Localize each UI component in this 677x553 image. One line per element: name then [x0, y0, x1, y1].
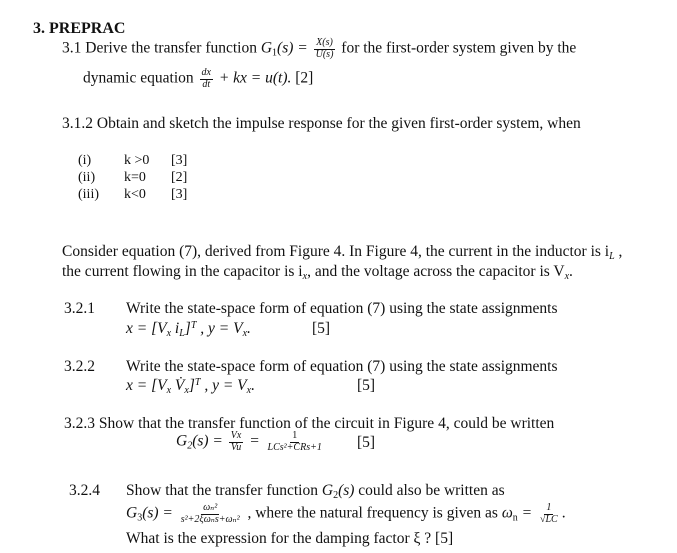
eq-part: ] [184, 320, 191, 337]
eq-sub: n [512, 512, 518, 524]
consider-sub-x1: x [302, 271, 308, 282]
frac-num: 1 [292, 430, 298, 441]
consider-text-1: Consider equation (7), derived from Figure 4. In Figure 4, the current in the inductor is i [62, 243, 610, 260]
eq-part: . [247, 320, 251, 337]
eq-part: , y = V [196, 320, 243, 337]
q321-number: 3.2.1 [64, 300, 95, 317]
eq-part: x = [V [126, 320, 167, 337]
eq-part: . [561, 504, 566, 522]
q31-deq-num: dx [201, 67, 211, 78]
eq-part: (s) = [142, 504, 173, 522]
q323-frac1 [229, 431, 244, 453]
consider-sub-L: L [609, 251, 615, 262]
case-cond: k >0 [124, 153, 150, 168]
frac-num: ωₙ² [203, 502, 218, 513]
eq-sub: 2 [187, 440, 193, 452]
frac-num: Vx [230, 430, 242, 441]
eq-sub: x [184, 385, 189, 396]
q31-prefix: 3.1 Derive the transfer function [62, 39, 261, 57]
q324-frac [179, 503, 242, 525]
eq-sub: 3 [137, 512, 143, 524]
q324-equation-line [126, 503, 566, 525]
q324-text [126, 482, 505, 501]
eq-sub: x [166, 385, 172, 396]
eq-part: = [249, 432, 260, 450]
q31-line2 [83, 68, 313, 90]
q324-question: What is the expression for the damping factor ξ ? [5] [126, 530, 454, 547]
q323-marks: [5] [357, 434, 376, 451]
eq-sub: L [179, 328, 185, 339]
case-marks: [3] [171, 153, 188, 168]
q31-line2-prefix: dynamic equation [83, 69, 194, 87]
case-marks: [2] [171, 170, 188, 185]
case-label: (iii) [78, 187, 99, 202]
consider-end-2: . [569, 263, 573, 280]
frac-den: √LC [539, 513, 558, 525]
q312-case [78, 186, 187, 203]
q31-suffix: for the first-order system given by the [341, 39, 577, 57]
q31-line2-eq: + kx = u(t). [218, 69, 292, 87]
eq-part: , y = V [200, 377, 247, 394]
consider-line1 [62, 243, 622, 262]
eq-part: (s) [338, 482, 355, 499]
q323-equation [176, 431, 326, 453]
consider-end-1: , [614, 243, 623, 260]
q31-frac-num: X(s) [316, 37, 333, 48]
text-part: Show that the transfer function [126, 482, 322, 499]
eq-part: i [171, 320, 180, 337]
consider-text-2a: the current flowing in the capacitor is i [62, 263, 303, 280]
q312-case [78, 169, 187, 186]
q31-fraction [314, 38, 336, 60]
q31-deq-fraction [200, 68, 213, 90]
eq-part: G [321, 482, 334, 499]
eq-part: G [126, 504, 138, 522]
case-marks: [3] [171, 187, 188, 202]
q322-marks: [5] [357, 377, 376, 394]
consider-text-2b: , and the voltage across the capacitor is V [307, 263, 565, 280]
eq-part: (s) = [192, 432, 223, 450]
q31-tf-sub: 1 [272, 47, 278, 59]
case-label: (ii) [78, 170, 96, 185]
frac-den: s²+2ξωₙs+ωₙ² [180, 513, 240, 525]
q321-equation [126, 320, 251, 339]
q31-tf-lhs: G [260, 39, 273, 57]
eq-part: V̇ [171, 377, 185, 394]
q321-text: Write the state-space form of equation (7) using the state assignments [126, 300, 558, 317]
eq-part: x = [V [126, 377, 167, 394]
q322-text: Write the state-space form of equation (7) using the state assignments [126, 358, 558, 375]
eq-sup: T [194, 377, 201, 388]
q31-tf-arg: (s) = [277, 39, 308, 57]
eq-sub: x [246, 385, 252, 396]
q31-marks: [2] [295, 69, 314, 87]
frac-den: Vu [230, 441, 242, 453]
eq-sub: x [166, 328, 172, 339]
case-cond: k<0 [124, 187, 146, 202]
q31-line1 [62, 38, 576, 60]
eq-part: . [251, 377, 255, 394]
q324-omega-frac [538, 503, 560, 525]
q312-case [78, 152, 187, 169]
case-label: (i) [78, 153, 92, 168]
eq-part: ] [188, 377, 195, 394]
q31-deq-den: dt [202, 78, 211, 90]
eq-sup: T [190, 320, 197, 331]
eq-part: = [517, 504, 533, 522]
eq-sub: 2 [333, 490, 339, 501]
section-title: 3. PREPRAC [33, 20, 126, 37]
consider-line2 [62, 263, 573, 282]
eq-part: ω [501, 504, 513, 522]
q312-cases [78, 152, 187, 203]
q323-frac2 [266, 431, 324, 453]
q324-number: 3.2.4 [69, 482, 100, 499]
eq-sub: x [242, 328, 248, 339]
text-part: could also be written as [354, 482, 505, 499]
eq-part: G [176, 432, 188, 450]
text-part: , where the natural frequency is given as [243, 504, 502, 522]
q321-marks: [5] [312, 320, 331, 337]
q323-text: 3.2.3 Show that the transfer function of the circuit in Figure 4, could be written [64, 415, 555, 432]
case-cond: k=0 [124, 170, 146, 185]
q312-text: 3.1.2 Obtain and sketch the impulse response for the given first-order system, when [62, 115, 581, 132]
consider-sub-x2: x [564, 271, 570, 282]
frac-num: 1 [546, 502, 552, 513]
q31-frac-den: U(s) [315, 48, 334, 60]
frac-den: LCs²+CRs+1 [267, 441, 322, 453]
q322-number: 3.2.2 [64, 358, 95, 375]
q322-equation [126, 377, 255, 396]
